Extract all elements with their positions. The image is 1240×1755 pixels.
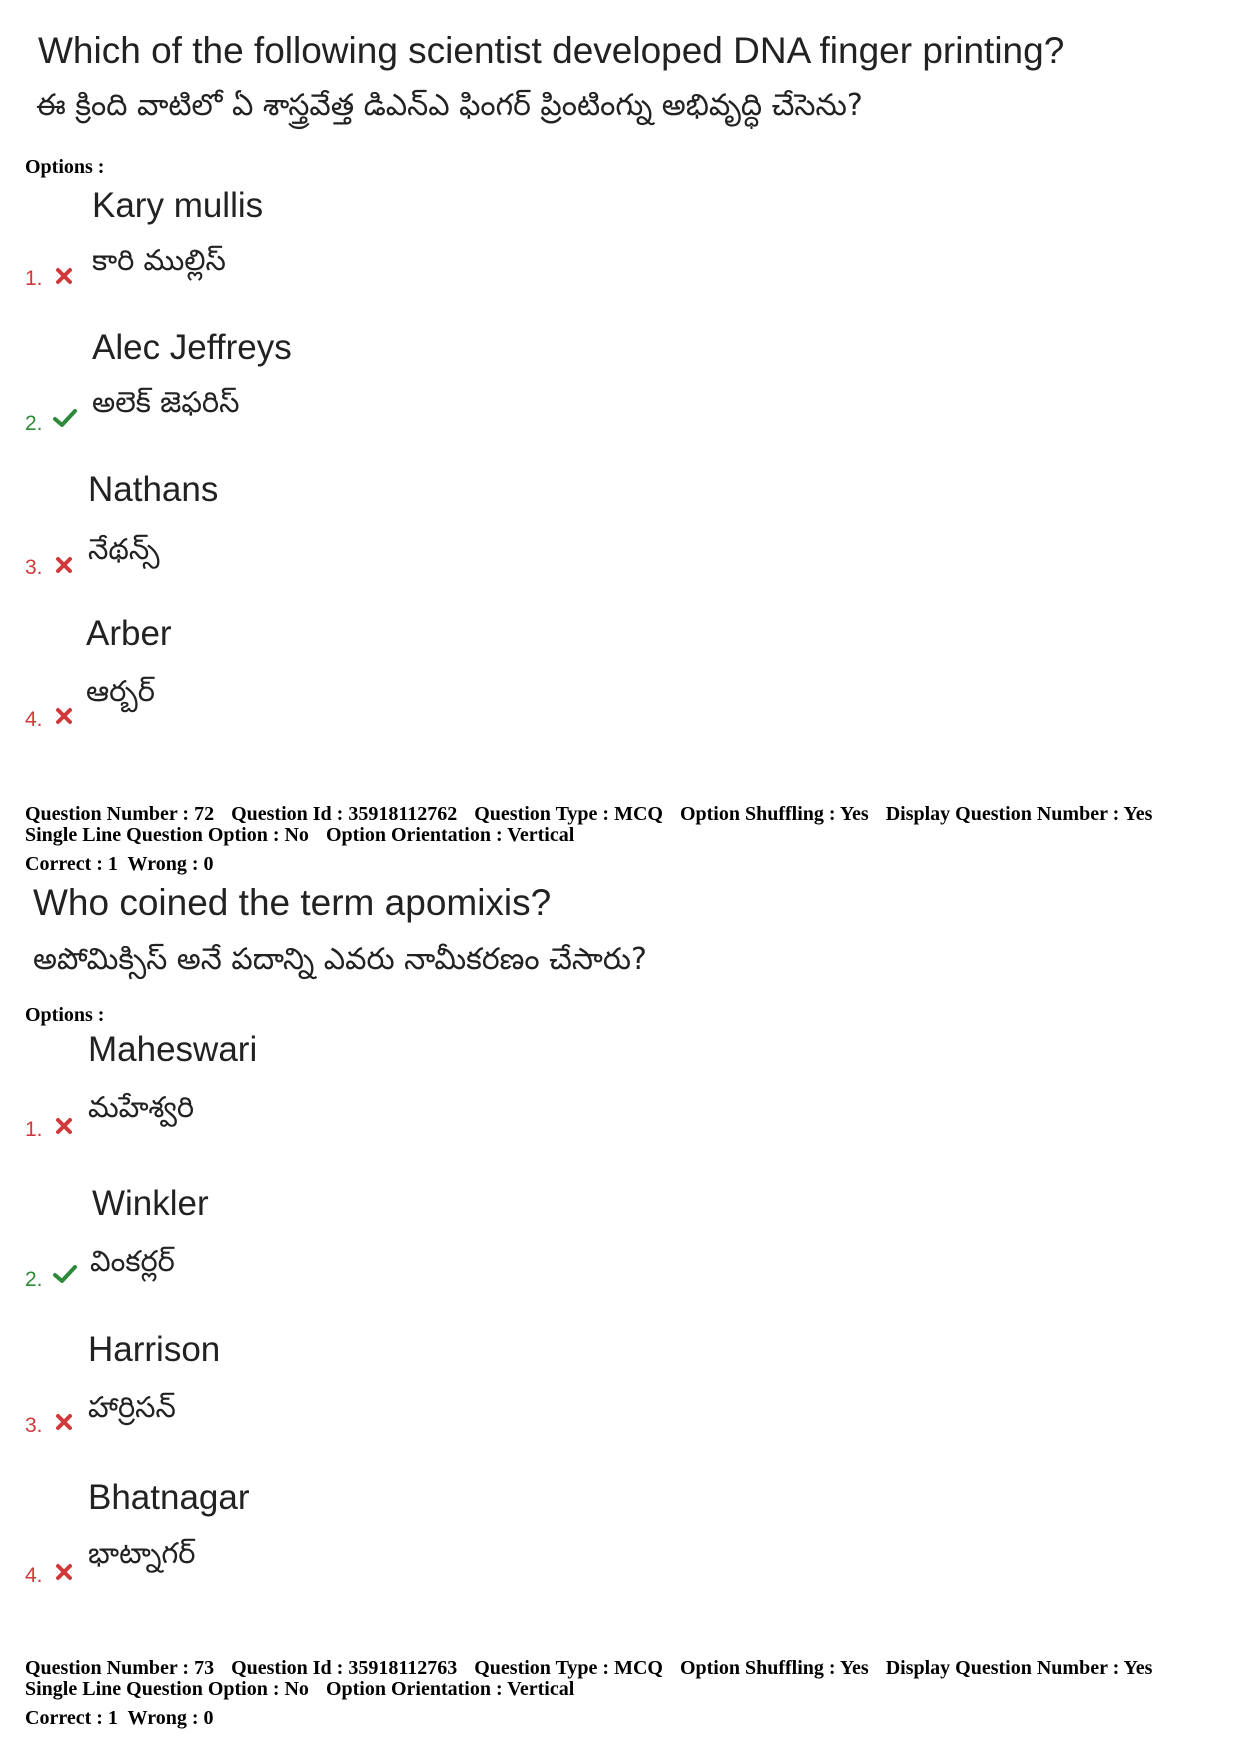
option-orientation: Option Orientation : Vertical: [325, 824, 575, 846]
question-number: Question Number : 72: [25, 803, 215, 825]
cross-icon: [54, 555, 74, 575]
question-text-en: Who coined the term apomixis?: [33, 882, 552, 923]
single-line-option: Single Line Question Option : No: [25, 824, 309, 846]
options-label: Options :: [25, 156, 105, 178]
display-question-number: Display Question Number : Yes: [885, 1657, 1153, 1679]
cross-icon: [54, 266, 74, 286]
option-number: 2.: [25, 412, 43, 435]
option-text-en: Harrison: [88, 1330, 221, 1369]
check-icon: [52, 408, 78, 428]
options-label: Options :: [25, 1004, 105, 1026]
option-text-te: వింకర్లర్: [90, 1244, 175, 1278]
question-metadata: [25, 804, 1164, 875]
option-text-te: నేథన్స్: [88, 532, 160, 566]
question-id: Question Id : 35918112763: [231, 1657, 458, 1679]
option-number: 1.: [25, 267, 43, 290]
question-text-te: అపోమిక్సిస్ అనే పదాన్ని ఎవరు నామీకరణం చేసారు?: [33, 942, 647, 977]
option-text-te: కారి ముల్లిస్: [92, 243, 226, 277]
question-type: Question Type : MCQ: [474, 1657, 663, 1679]
question-type: Question Type : MCQ: [474, 803, 663, 825]
option-orientation: Option Orientation : Vertical: [325, 1678, 575, 1700]
cross-icon: [54, 1562, 74, 1582]
option-shuffling: Option Shuffling : Yes: [679, 1657, 869, 1679]
option-shuffling: Option Shuffling : Yes: [679, 803, 869, 825]
option-text-en: Maheswari: [88, 1030, 258, 1069]
option-text-en: Arber: [86, 614, 172, 653]
single-line-option: Single Line Question Option : No: [25, 1678, 309, 1700]
option-text-en: Kary mullis: [92, 186, 264, 225]
option-number: 4.: [25, 708, 43, 731]
marks: Correct : 1 Wrong : 0: [25, 1707, 214, 1729]
cross-icon: [54, 706, 74, 726]
cross-icon: [54, 1116, 74, 1136]
option-text-te: మహేశ్వరి: [88, 1090, 195, 1124]
question-metadata: [25, 1658, 1164, 1729]
option-text-te: అలెక్ జెఫరిస్: [92, 385, 240, 419]
option-text-te: భాట్నాగర్: [88, 1536, 196, 1570]
option-text-te: ఆర్బర్: [86, 674, 155, 708]
option-number: 1.: [25, 1118, 43, 1141]
question-number: Question Number : 73: [25, 1657, 215, 1679]
option-number: 4.: [25, 1564, 43, 1587]
marks: Correct : 1 Wrong : 0: [25, 853, 214, 875]
option-text-te: హార్రిసన్: [88, 1390, 176, 1424]
option-number: 3.: [25, 556, 43, 579]
option-text-en: Alec Jeffreys: [92, 328, 292, 367]
option-text-en: Winkler: [92, 1184, 209, 1223]
question-text-en: Which of the following scientist developed DNA finger printing?: [38, 30, 1065, 71]
option-number: 2.: [25, 1268, 43, 1291]
question-text-te: ఈ క్రింది వాటిలో ఏ శాస్త్రవేత్త డిఎన్ఎ ఫింగర్ ప్రింటింగ్ను అభివృద్ధి చేసెను?: [36, 88, 863, 123]
cross-icon: [54, 1412, 74, 1432]
question-id: Question Id : 35918112762: [231, 803, 458, 825]
check-icon: [52, 1264, 78, 1284]
option-number: 3.: [25, 1414, 43, 1437]
option-text-en: Nathans: [88, 470, 219, 509]
option-text-en: Bhatnagar: [88, 1478, 250, 1517]
display-question-number: Display Question Number : Yes: [885, 803, 1153, 825]
